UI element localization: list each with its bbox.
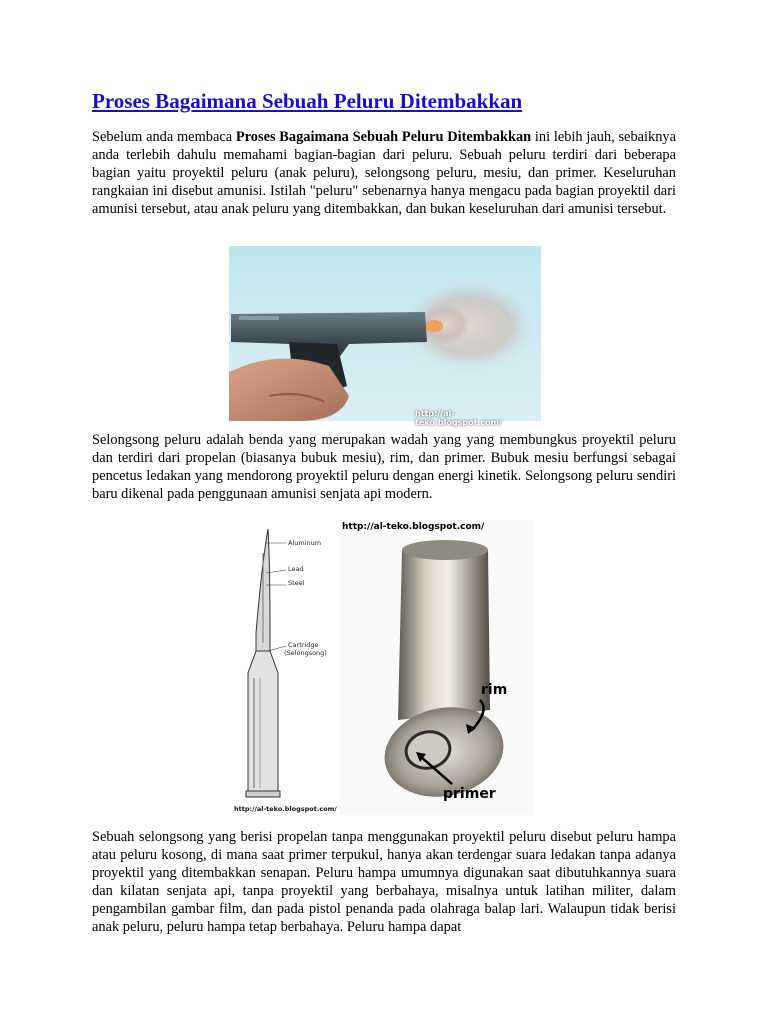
article-title-link[interactable]: Proses Bagaimana Sebuah Peluru Ditembakkan <box>92 89 523 113</box>
pistol-photo-caption: http://al-teko.blogspot.com/ <box>415 409 502 427</box>
label-rim: rim <box>481 682 508 698</box>
shell-casing-photo <box>340 520 533 815</box>
label-cartridge: Cartridge <box>288 641 319 649</box>
label-selongsong: (Selongsong) <box>284 649 327 657</box>
pistol-firing-photo <box>229 246 541 427</box>
pistol-illustration <box>229 246 541 421</box>
paragraph-blank-rounds: Sebuah selongsong yang berisi propelan tanpa menggunakan proyektil peluru disebut peluru hampa atau peluru kosong, di mana saat primer terpukul, hanya akan terdengar suara ledakan tanpa adanya proyektil yang ditembakkan senapan. Peluru hampa umumnya digunakan saat dibutuhkannya suara dan kilatan senjata api, tanpa proyektil yang berbahaya, misalnya untuk latihan militer, dalam pengambilan gambar film, dan pada pistol penanda pada olahraga balap lari. Walaupun tidak berisi anak peluru, peluru hampa tetap berbahaya. Peluru hampa dapat <box>92 829 676 935</box>
casing-photo-caption: http://al-teko.blogspot.com/ <box>342 522 485 532</box>
paragraph-intro <box>92 128 676 218</box>
label-aluminum: Aluminum <box>288 539 322 547</box>
label-lead: Lead <box>288 565 304 573</box>
shell-casing-illustration <box>340 520 533 815</box>
intro-text-start: Sebelum anda membaca <box>92 129 236 145</box>
label-steel: Steel <box>288 579 305 587</box>
label-primer: primer <box>443 786 496 802</box>
bullet-cross-section-diagram <box>234 523 342 815</box>
diagram-caption: http://al-teko.blogspot.com/ <box>234 805 337 813</box>
intro-text-rest: ini lebih jauh, sebaiknya anda terlebih dahulu memahami bagian-bagian dari peluru. Sebuah peluru terdiri dari beberapa bagian yaitu proyektil peluru (anak peluru), selongsong peluru, mesiu, dan primer. Keseluruhan rangkaian ini disebut amunisi. Istilah "peluru" sebenarnya hanya mengacu pada bagian proyektil dari amunisi tersebut, atau anak peluru yang ditembakkan, dan bukan keseluruhan dari amunisi tersebut. <box>92 129 676 217</box>
intro-bold-title: Proses Bagaimana Sebuah Peluru Ditembakkan <box>235 129 532 145</box>
paragraph-casing: Selongsong peluru adalah benda yang merupakan wadah yang yang membungkus proyektil peluru dan terdiri dari propelan (biasanya bubuk mesiu), rim, dan primer. Bubuk mesiu berfungsi sebagai pencetus ledakan yang mendorong proyektil peluru dengan energi kinetik. Selongsong peluru sendiri baru dikenal pada penggunaan amunisi senjata api modern. <box>92 432 676 502</box>
document-page <box>92 88 676 935</box>
